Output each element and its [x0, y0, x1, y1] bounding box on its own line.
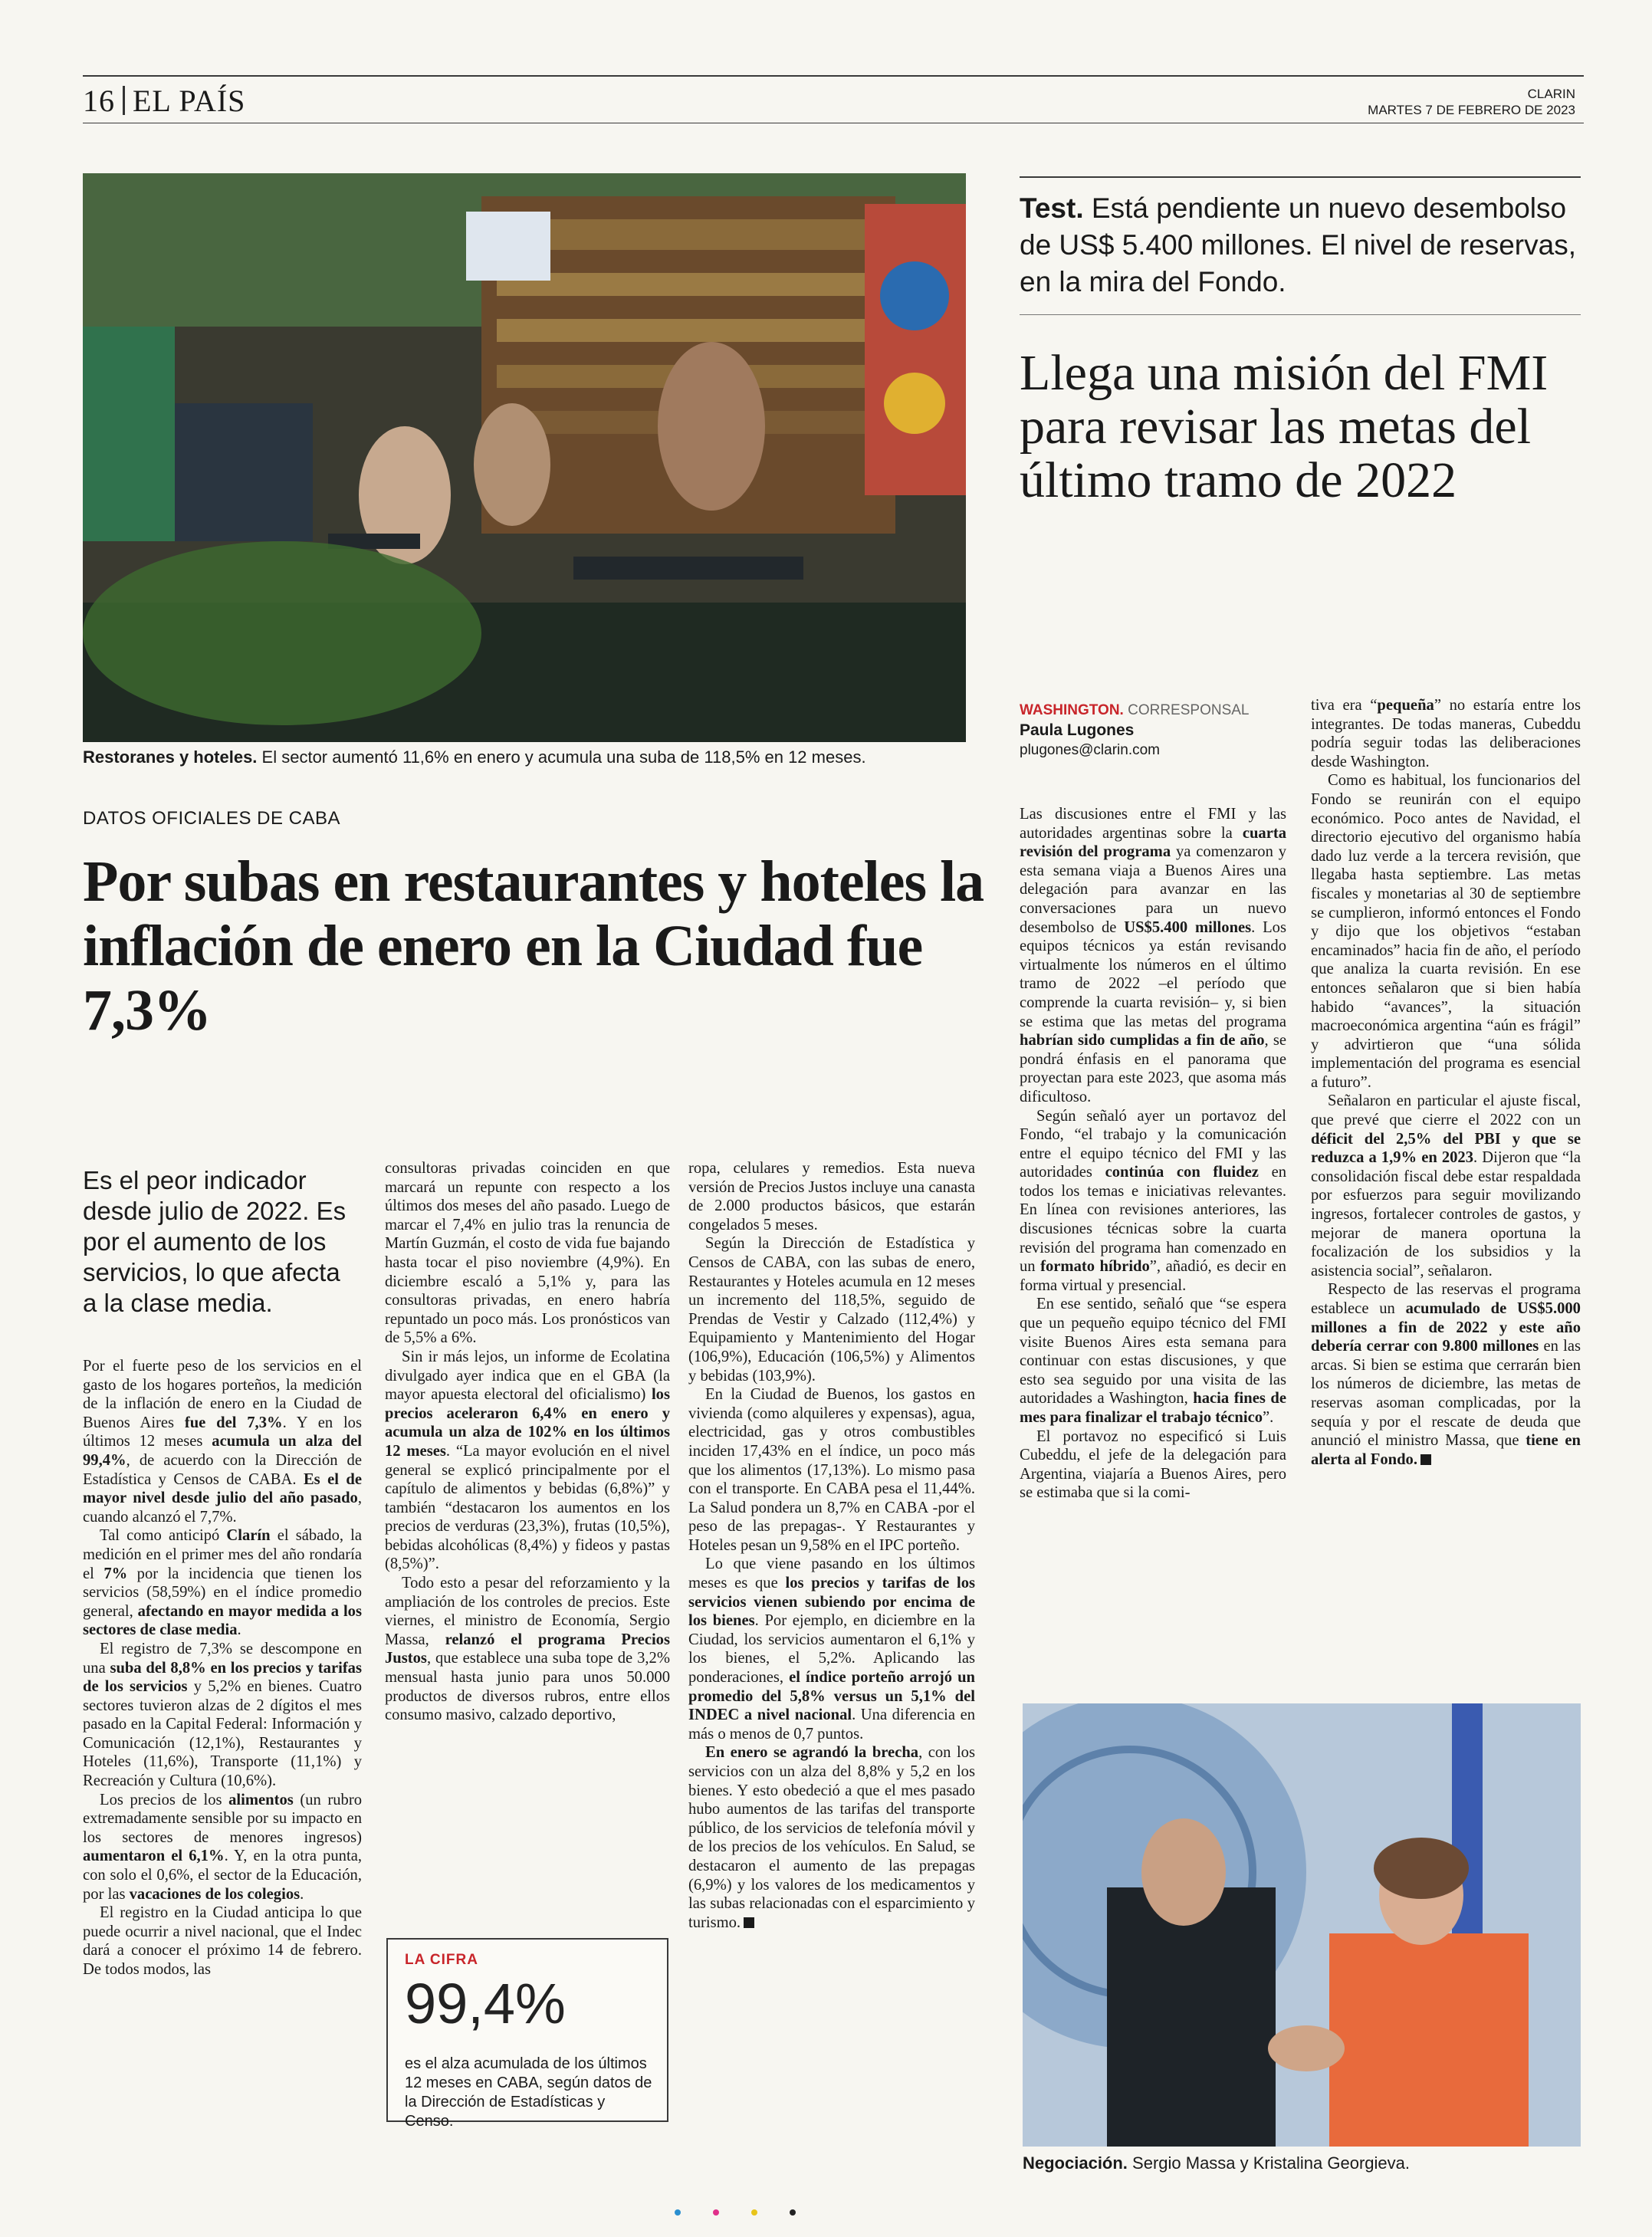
body-paragraph: Los precios de los alimentos (un rubro extremadamente sensible por su impacto en los sectores de menores ingresos) aumentaron el 6,1%. Y, en la otra punta, con solo el 0,6%, el sector de la Educación, por las vacaciones de los colegios. [83, 1791, 362, 1903]
page-folio [83, 83, 245, 119]
restaurant-caption-text: El sector aumentó 11,6% en enero y acumula una suba de 118,5% en 12 meses. [257, 747, 866, 767]
body-paragraph: El registro en la Ciudad anticipa lo que puede ocurrir a nivel nacional, que el Indec dará a conocer el próximo 14 de febrero. De todos modos, las [83, 1904, 362, 1978]
imf-headline: Llega una misión del FMI para revisar las metas del último tramo de 2022 [1020, 345, 1549, 508]
end-mark [744, 1917, 754, 1928]
registration-dot-magenta [713, 2209, 719, 2216]
body-paragraph: El registro de 7,3% se descompone en una suba del 8,8% en los precios y tarifas de los servicios y 5,2% en bienes. Cuatro sectores tuvieron alzas de 2 dígitos el mes pasado en la Capital Federal: Información y Comunicación (12,1%), Restaurantes y Hoteles (11,6%), Transporte (11,1%) y Recreación y Cultura (10,6%). [83, 1640, 362, 1790]
meeting-caption-bold: Negociación. [1023, 2153, 1128, 2173]
body-paragraph: Por el fuerte peso de los servicios en el gasto de los hogares porteños, la medición de la inflación de enero en la Ciudad de Buenos Aires fue del 7,3%. Y en los últimos 12 meses acumula un alza del 99,4%, de acuerdo con la Dirección de Estadística y Censos de CABA. Es el de mayor nivel desde julio del año pasado, cuando alcanzó el 7,7%. [83, 1358, 362, 1526]
cifra-value: 99,4% [405, 1972, 566, 2035]
restaurant-photo [83, 173, 966, 742]
body-paragraph: Todo esto a pesar del reforzamiento y la ampliación de los controles de precios. Este viernes, el ministro de Economía, Sergio Massa, relanzó el programa Precios Justos, que establece una suba tope de 3,2% mensual hasta junio para unos 50.000 productos de diversos rubros, entre ellos consumo masivo, calzado deportivo, [385, 1575, 670, 1724]
body-paragraph: En enero se agrandó la brecha, con los servicios con un alza del 8,8% y 5,2 en los bienes. Y esto obedeció a que el mes pasado hubo aumentos de las tarifas del transporte público, de los servicios de telefonía móvil y de los precios de los vehículos. En Salud, se destacaron el aumento de las prepagas (6,9%) y los valores de los medicamentos y las subas relacionadas con el esparcimiento y turismo. [688, 1744, 975, 1931]
imf-deck-rule [1020, 314, 1581, 315]
main-story-column-1 [83, 1357, 362, 1979]
paper-dateline [1368, 86, 1575, 118]
imf-story-column-2 [1311, 696, 1581, 1469]
body-paragraph: El portavoz no especificó si Luis Cubeddu, el jefe de la delegación para Argentina, viajaría a Buenos Aires, pero se estimaba que si la comi- [1020, 1427, 1286, 1502]
body-paragraph: Según señaló ayer un portavoz del Fondo, “el trabajo y la comunicación entre el equipo técnico del FMI y las autoridades continúa con fluidez en todos los temas e iniciativas relevantes. En línea con revisiones anteriores, las discusiones técnicas sobre la cuarta revisión del programa han comenzado en un formato híbrido”, añadió, es decir en forma virtual y presencial. [1020, 1107, 1286, 1294]
main-story-column-3 [688, 1159, 975, 1932]
body-paragraph: Como es habitual, los funcionarios del Fondo se reunirán con el equipo económico. Poco antes de Navidad, el directorio ejecutivo del organismo había dado luz verde a la tercera revisión, que llegaba hasta septiembre. Las metas fiscales y monetarias al 30 de septiembre se cumplieron, informó entonces el Fondo y dijo que los objetivos “estaban encaminados” hacia fin de año, el período que analiza la cuarta revisión. En ese entonces señalaron que si bien había habido “avances”, la situación macroeconómica argentina “aún es frágil” y advirtieron que “una sólida implementación del programa es esencial a futuro”. [1311, 772, 1581, 1091]
body-paragraph: Respecto de las reservas el programa establece un acumulado de US$5.000 millones a fin de 2022 y este año debería cerrar con 9.800 millones en las arcas. Si bien se estima que cerrarán bien los números de diciembre, las metas de reservas asoman complicadas, por la sequía y por el rescate de deuda que anunció el ministro Massa, que tiene en alerta al Fondo. [1311, 1281, 1581, 1468]
body-paragraph: Señalaron en particular el ajuste fiscal, que prevé que cierre el 2022 con un déficit del 2,5% del PBI y que se reduzca a 1,9% en 2023. Dijeron que “la consolidación fiscal debe estar respaldada por esfuerzos para seguir movilizando ingresos, fortalecer controles de gastos, y mejorar de manera oportuna la focalización de los subsidios y la asistencia social”, señalaron. [1311, 1092, 1581, 1279]
body-paragraph: consultoras privadas coinciden en que marcará un repunte con respecto a los últimos dos meses del año pasado. Luego de marcar el 7,4% en julio tras la renuncia de Martín Guzmán, el costo de vida fue bajando hasta tocar el piso noviembre (4,9%). En diciembre escaló a 5,1% y, para las consultoras privadas, en enero habría repuntado un poco más. Los pronósticos van de 5,5% a 6%. [385, 1160, 670, 1347]
page-number: 16 [83, 84, 115, 118]
meeting-caption-text: Sergio Massa y Kristalina Georgieva. [1127, 2153, 1410, 2173]
body-paragraph: tiva era “pequeña” no estaría entre los integrantes. De todas maneras, Cubeddu podría seguir todas las deliberaciones desde Washington. [1311, 697, 1581, 770]
body-paragraph: ropa, celulares y remedios. Esta nueva versión de Precios Justos incluye una canasta de 2.000 productos básicos, que estarán congelados 5 meses. [688, 1160, 975, 1233]
issue-date: MARTES 7 DE FEBRERO DE 2023 [1368, 103, 1575, 117]
imf-deck-text: Está pendiente un nuevo desembolso de US$ 5.400 millones. El nivel de reservas, en la mira del Fondo. [1020, 192, 1576, 297]
registration-dot-black [790, 2209, 796, 2216]
main-story-column-2 [385, 1159, 670, 1725]
restaurant-caption-bold: Restoranes y hoteles. [83, 747, 258, 767]
main-kicker: DATOS OFICIALES DE CABA [83, 808, 341, 829]
byline-name: Paula Lugones [1020, 721, 1135, 739]
byline-role: CORRESPONSAL [1123, 702, 1250, 718]
cifra-box [386, 1938, 668, 2130]
byline-location: WASHINGTON. [1020, 702, 1124, 718]
registration-dot-yellow [751, 2209, 757, 2216]
body-paragraph: Tal como anticipó Clarín el sábado, la medición en el primer mes del año rondaría el 7% por la incidencia que tienen los servicios (58,59%) en el índice promedio general, afectando en mayor medida a los sectores de clase media. [83, 1527, 362, 1639]
body-paragraph: En la Ciudad de Buenos, los gastos en vivienda (como alquileres y expensas), agua, electricidad, gas y otros combustibles inciden 17,43% en el índice, un poco más que los alimentos (17,13%). Lo mismo pasa con el transporte. En CABA pesa el 11,44%. La Salud pondera un 8,7% en CABA -por el peso de las prepagas-. Y Restaurantes y Hoteles pesan un 9,58% en el IPC porteño. [688, 1386, 975, 1554]
restaurant-photo-caption [83, 747, 972, 768]
body-paragraph: En ese sentido, señaló que “se espera que un pequeño equipo técnico del FMI visite Buenos Aires esta semana para continuar con estas discusiones, y que esto sea seguido por una visita de las autoridades a Washington, hacia fines de mes para finalizar el trabajo técnico”. [1020, 1296, 1286, 1426]
meeting-photo-illustration [1023, 1703, 1581, 2147]
imf-deck [1020, 190, 1602, 301]
main-headline: Por subas en restaurantes y hoteles la inflación de enero en la Ciudad fue 7,3% [83, 849, 984, 1043]
section-name: EL PAÍS [133, 84, 246, 118]
byline-email: plugones@clarin.com [1020, 742, 1160, 758]
meeting-photo-caption [1023, 2153, 1590, 2174]
body-paragraph: Las discusiones entre el FMI y las autoridades argentinas sobre la cuarta revisión del programa ya comenzaron y esta semana viaja a Buenos Aires una delegación para avanzar en las conversaciones para un nuevo desembolso de US$5.400 millones. Los equipos técnicos ya están revisando virtualmente los números en el último tramo de 2022 –el período que comprende la cuarta revisión– y, si bien se estima que las metas del programa habrían sido cumplidas a fin de año, se pondrá énfasis en el panorama que proyectan para este 2023, que asoma más dificultoso. [1020, 806, 1287, 1105]
cifra-label: LA CIFRA [405, 1952, 478, 1968]
end-mark [1420, 1454, 1431, 1465]
imf-top-rule [1020, 176, 1581, 178]
imf-byline [1020, 701, 1288, 760]
restaurant-photo-illustration [83, 173, 966, 742]
body-paragraph: Según la Dirección de Estadística y Censos de CABA, con las subas de enero, Restaurantes y Hoteles acumula en 12 meses un incremento del 118,5%, seguido de Prendas de Vestir y Calzado (112,4%) y Equipamiento y Mantenimiento del Hogar (106,9%), Educación (106,5%) y Alimentos y bebidas (103,9%). [688, 1235, 975, 1385]
body-paragraph: Sin ir más lejos, un informe de Ecolatina divulgado ayer indica que en el GBA (la mayor apuesta electoral del oficialismo) los precios aceleraron 6,4% en enero y acumula un alza de 102% en los últimos 12 meses. “La mayor evolución en el nivel general se explicó principalmente por el capítulo de alimentos y bebidas (6,8%)” y también “destacaron los aumentos en los precios de verduras (23,3%), frutas (10,5%), bebidas alcohólicas (8,4%) y fideos y pastas (8,5%)”. [385, 1348, 670, 1573]
meeting-photo [1023, 1703, 1581, 2147]
imf-story-column-1 [1020, 805, 1286, 1503]
paper-name: CLARIN [1527, 87, 1575, 101]
folio-separator [123, 86, 125, 115]
header-top-rule [83, 75, 1584, 77]
imf-deck-bold: Test. [1020, 192, 1084, 224]
registration-dot-cyan [675, 2209, 681, 2216]
main-lead: Es el peor indicador desde julio de 2022. Es por el aumento de los servicios, lo que afecta a la clase media. [83, 1166, 346, 1317]
body-paragraph: Lo que viene pasando en los últimos meses es que los precios y tarifas de los servicios vienen subiendo por encima de los bienes. Por ejemplo, en diciembre en la Ciudad, los servicios aumentaron el 6,1% y los bienes, el 5,2%. Aplicando las ponderaciones, el índice porteño arrojó un promedio del 5,8% versus un 5,1% del INDEC a nivel nacional. Una diferencia en más o menos de 0,7 puntos. [688, 1555, 976, 1743]
cifra-text: es el alza acumulada de los últimos 12 meses en CABA, según datos de la Dirección de Estadísticas y Censo. [405, 2055, 652, 2130]
